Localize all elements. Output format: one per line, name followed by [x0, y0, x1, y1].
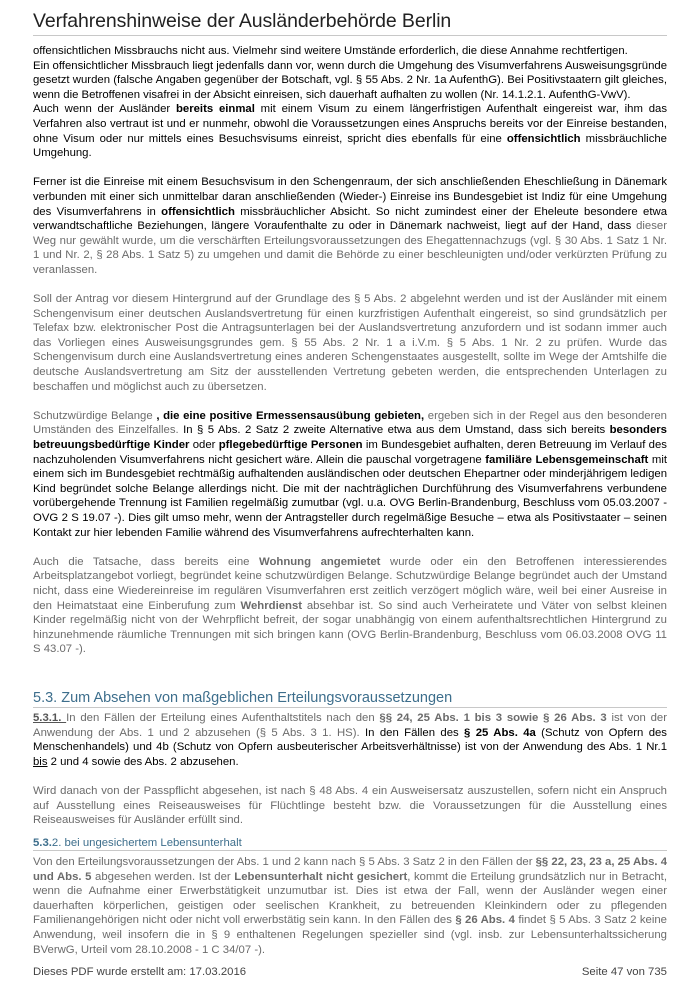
text-bold: familiäre Lebensgemeinschaft	[485, 453, 649, 466]
text: offensichtlichen Missbrauchs nicht aus. Vielmehr sind weitere Umstände erforderlich, die diese Annahme rechtfertigen.	[33, 45, 628, 57]
text-bold: offensichtlich	[161, 205, 235, 218]
text-bold: §§ 24, 25 Abs. 1 bis 3 sowie § 26 Abs. 3	[379, 712, 607, 724]
text: oder	[189, 439, 219, 452]
subsection-heading	[33, 837, 667, 851]
text-gray: ist von der Anwendung der Abs. 1 und 2 abzusehen (§ 5 Abs. 3 1. HS).	[33, 712, 668, 739]
paragraph	[33, 555, 667, 657]
text-bold: Lebensunterhalt nicht gesichert	[234, 870, 408, 883]
paragraph	[33, 44, 667, 59]
section-number: 5.3.1.	[33, 712, 67, 724]
text-bold: §§ 22, 23, 23 a, 25 Abs. 4 und Abs. 5	[33, 856, 668, 883]
text: (Schutz von Opfern des Menschenhandels) und 4b (Schutz von Opfern ausbeuterischer Arbeitsverhältnisse) ist von der Anwendung des Abs. 1 Nr.1	[33, 726, 667, 754]
text: im Bundesgebiet aufhalten, deren Betreuung im Verlauf des nachzuholenden Visumverfahrens nicht gesichert wäre. Allein die pauschal vorgetragene	[33, 439, 667, 466]
subsection-text	[33, 855, 667, 957]
text: 2 und 4 sowie des Abs. 2 abzusehen.	[47, 755, 239, 768]
text: mit einem sich im Bundesgebiet rechtmäßig aufhaltenden ausländischen oder deutschen Ehepartner oder minderjährigem ledigen Kind begründet solche Belange allerdings nicht. Die mit der nachträglichen Durchführung des Visumverfahrens verbundene vorübergehende Trennung ist Familien regelmäßig zumutbar (vgl. u.a. OVG Berlin-Brandenburg, Beschluss vom 05.03.2007 - OVG 2 S 19.07 -). Dies gilt umso mehr, wenn der Antragsteller durch regelmäßige Besuche – etwa als Positivstaater – seinen Kontakt zur hier lebenden Familie während des Visumverfahrens aufrechterhalten kann.	[33, 453, 667, 539]
text: In § 5 Abs. 2 Satz 2 zweite Alternative etwa aus dem Umstand, dass sich bereits	[178, 424, 610, 437]
text-underline: bis	[33, 755, 48, 768]
text: , kommt die Erteilung grundsätzlich nur in Betracht, wenn die Aufnahme einer Erwerbstätigkeit unzumutbar ist. Dies ist etwa der Fall, wenn der Ausländer wegen einer dauerhaften körperlichen, geistigen oder seelischen Krankheit, zu betreuenden Kleinkindern oder zu pflegenden Familienangehörigen nicht oder nicht voll erwerbstätig sein kann. In den Fällen des	[33, 870, 667, 927]
paragraph	[33, 102, 667, 160]
text: Von den Erteilungsvoraussetzungen der Abs. 1 und 2 kann nach § 5 Abs. 3 Satz 2 in den Fällen der	[33, 856, 536, 868]
text: abgesehen werden. Ist der	[91, 870, 235, 883]
paragraph: Soll der Antrag vor diesem Hintergrund auf der Grundlage des § 5 Abs. 2 abgelehnt werden und ist der Ausländer mit einem Schengenvisum einer deutschen Auslandsvertretung für einen kurzfristigen Aufenthalt eingereist, so sind grundsätzlich per Telefax bzw. elektronischer Post die Antragsunterlagen bei der Auslandsvertretung anzufordern und ist sodann immer auch das Vorliegen eines Ausweisungsgrundes gem. § 55 Abs. 2 Nr. 1 a i.V.m. § 5 Abs. 1 Nr. 2 zu prüfen. Wurde das Schengenvisum durch eine Auslandsvertretung eines anderen Schengenstaates ausgestellt, sollte im Wege der Amtshilfe die deutsche Auslandsvertretung am Sitz der ausstellenden Vertretung gebeten werden, die entsprechenden Unterlagen zu beschaffen und möglichst auch zu übersetzen.	[33, 293, 667, 393]
main-text	[33, 44, 667, 657]
text-gray: In den Fällen der Erteilung eines Aufenthaltstitels nach den	[66, 712, 380, 724]
subsection-title: 2. bei ungesichertem Lebensunterhalt	[51, 837, 242, 849]
text-bold: bereits einmal	[175, 103, 255, 116]
text-bold: pflegebedürftige Personen	[218, 439, 363, 452]
footer-created-date: Dieses PDF wurde erstellt am: 17.03.2016	[33, 966, 247, 978]
text-bold: , die eine positive Ermessensausübung gebieten,	[156, 409, 425, 422]
text: missbräuchlicher Absicht. So nicht zumindest einer der Eheleute besondere etwa verwandtschaftliche Beziehungen, längere Voraufenthalte zu oder in Dänemark nachweist, liegt auf der Hand, dass	[33, 205, 668, 233]
text-bold: § 25 Abs. 4a	[464, 726, 536, 739]
page-header	[33, 10, 667, 36]
paragraph: Wird danach von der Passpflicht abgesehen, ist nach § 48 Abs. 4 ein Ausweisersatz auszustellen, sofern nicht ein Anspruch auf Ausstellung eines Reiseausweises für Flüchtlinge besteht bzw. die Voraussetzungen für die Ausstellung eines Reiseausweises für Ausländer erfüllt sind.	[33, 784, 667, 827]
section-heading: 5.3. Zum Absehen von maßgeblichen Erteilungsvoraussetzungen	[33, 690, 667, 708]
text: Auch wenn der Ausländer	[33, 103, 176, 116]
text-bold: Wehrdienst	[240, 599, 303, 612]
text: Ferner ist die Einreise mit einem Besuchsvisum in den Schengenraum, der sich anschließenden Eheschließung in Dänemark verbunden mit einer sich unmittelbar daran anschließenden (Wieder-) Einreise ins Bundesgebiet ist Indiz für eine Umgehung des Visumverfahrens in	[33, 176, 667, 218]
text: findet § 5 Abs. 3 Satz 2 keine Anwendung, weil insofern die in § 9 enthaltenen Regelungen spezieller sind (vgl. insb. zur Lebensunterhaltssicherung BVerwG, Urteil vom 28.10.2008 - 1 C 34/07 -).	[33, 914, 667, 956]
text: absehbar ist. So sind auch Verheiratete und Väter von selbst kleinen Kinder regelmäßig nicht von der Wehrpflicht befreit, der sogar unabhängig von einem aufenthaltsrechtlichen Hintergrund zu hinzunehmende räumliche Trennungen mit sich bringen kann (OVG Berlin-Brandenburg, Beschluss vom 06.03.2008 OVG 11 S 43.07 -).	[33, 599, 667, 656]
text-bold: offensichtlich	[506, 132, 581, 145]
text-bold: besonders betreuungsbedürftige Kinder	[33, 424, 667, 452]
page-title: Verfahrenshinweise der Ausländerbehörde Berlin	[33, 10, 452, 32]
text-bold: § 26 Abs. 4	[455, 914, 515, 927]
text: missbräuchliche Umgehung.	[33, 132, 667, 160]
text: mit einem Visum zu einem längerfristigen Aufenthalt eingereist war, ihm das Verfahren also vertraut ist und er nunmehr, obwohl die Voraussetzungen eines Anspruchs bereits vor der Einreise bestanden, ohne Visum oder nur mittels eines Besuchsvisums einreist, spricht dies ebenfalls für eine	[33, 103, 667, 145]
paragraph	[33, 711, 667, 769]
text-gray: dieser Weg nur gewählt wurde, um die verschärften Erteilungsvoraussetzungen des Ehegattennachzugs (vgl. § 30 Abs. 1 Satz 1 Nr. 1 und Nr. 2, § 28 Abs. 1 Satz 5) zu umgehen und damit die Behörde zu einer beschleunigten und/oder verkürzten Prüfung zu veranlassen.	[33, 220, 667, 276]
paragraph	[33, 855, 667, 957]
paragraph	[33, 175, 667, 277]
paragraph	[33, 409, 667, 540]
text-bold: Wohnung angemietet	[258, 555, 381, 568]
text: wurde oder ein den Betroffenen interessierendes Arbeitsplatzangebot vorliegt, begründet keine schutzwürdigen Belange. Schutzwürdige Belange begründet auch der Umstand nicht, dass eine Wiedereinreise im regulären Visumverfahren erst zeitlich verzögert möglich wäre, weil bei einer Ausreise in den Heimatstaat eine Einberufung zum	[33, 555, 667, 612]
text: Auch die Tatsache, dass bereits eine	[33, 555, 259, 568]
footer-page-number: Seite 47 von 735	[581, 966, 667, 978]
page-footer	[33, 966, 667, 978]
paragraph	[33, 59, 667, 103]
section-text	[33, 711, 667, 828]
text: Ein offensichtlicher Missbrauch liegt jedenfalls dann vor, wenn durch die Umgehung des Visumverfahrens Ausweisungsgründe gesetzt wurden (falsche Angaben gegenüber der Botschaft, vgl. § 55 Abs. 2 Nr. 1a AufenthG). Bei Positivstaatern gilt gleiches, wenn die Betroffenen visafrei in der Absicht einreisen, sich dauerhaft aufhalten zu wollen (Nr. 14.1.2.1. AufenthG-VwV).	[33, 59, 667, 101]
text: In den Fällen des	[359, 726, 465, 739]
subsection-number: 5.3.	[33, 837, 52, 849]
text-gray: ergeben sich in der Regel aus den besonderen Umständen des Einzelfalles.	[33, 409, 667, 437]
text-gray: Schutzwürdige Belange	[33, 409, 157, 422]
